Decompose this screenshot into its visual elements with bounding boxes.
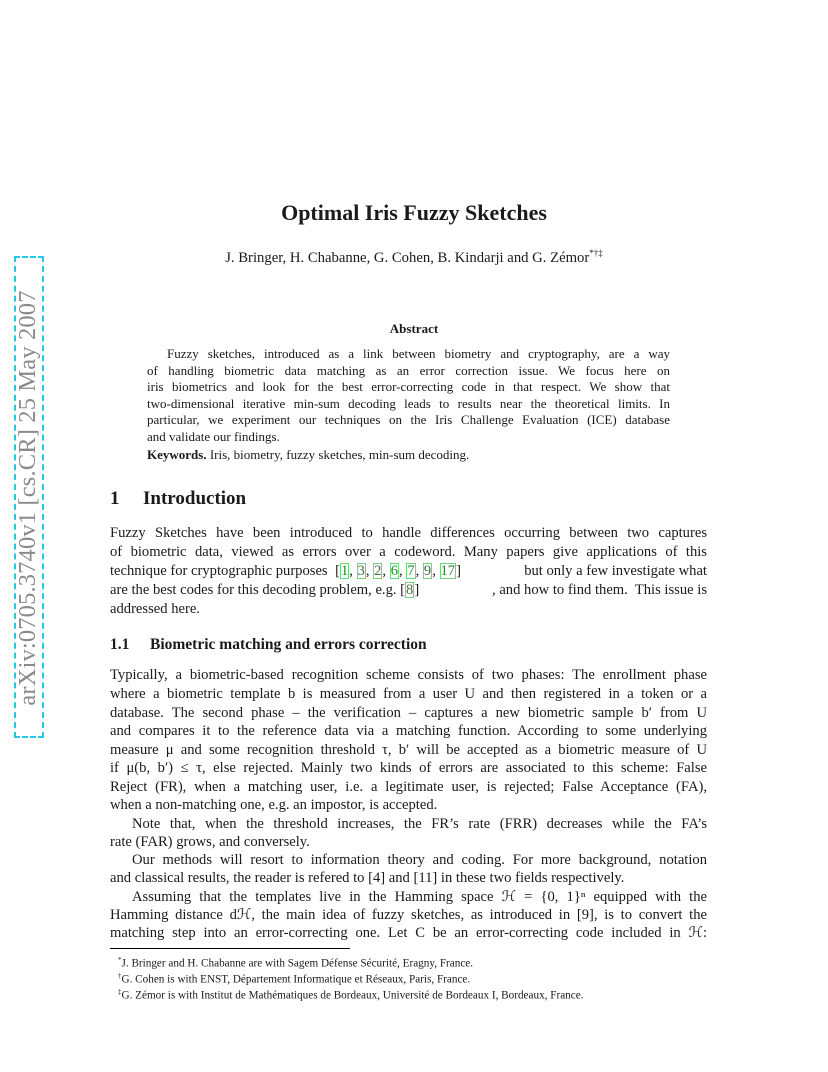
footnote-mark: * <box>118 956 122 964</box>
citation-group: [1, 3, 2, 6, 7, 9, 17] <box>335 563 461 579</box>
body-line: Typically, a biometric-based recognition scheme consists of two phases: The enrollment phase <box>110 667 707 683</box>
abstract-heading: Abstract <box>389 321 439 336</box>
body-line: when a non-matching one, e.g. an impostor, is accepted. <box>110 797 438 813</box>
body-line: matching step into an error-correcting one. Let C be an error-correcting code included in ℋ: <box>110 925 707 941</box>
body-line: and compares it to the reference data via a matching function. According to some underlying <box>110 723 707 739</box>
authors-names: J. Bringer, H. Chabanne, G. Cohen, B. Kindarji and G. Zémor <box>225 249 590 266</box>
paper-title: Optimal Iris Fuzzy Sketches <box>281 200 547 225</box>
keywords-label: Keywords. <box>147 447 207 462</box>
footnote-mark: ‡ <box>118 988 122 996</box>
body-line: measure μ and some recognition threshold τ, b′ will be accepted as a biometric measure of U <box>110 742 707 758</box>
footnote-rule <box>110 948 350 949</box>
body-line: and classical results, the reader is refered to [4] and [11] in these two fields respectively. <box>110 870 625 886</box>
keywords-line <box>147 446 670 463</box>
text-run: but only a few investigate what <box>520 563 707 579</box>
abstract-line: of handling biometric data matching as an error correction issue. We focus here on <box>147 363 670 378</box>
subsection-heading <box>110 636 427 654</box>
author-list <box>0 248 828 267</box>
citation-link[interactable]: 2 <box>374 563 382 579</box>
section-heading <box>110 488 246 510</box>
subsection-number: 1.1 <box>110 636 130 653</box>
body-line: Our methods will resort to information theory and coding. For more background, notation <box>132 852 707 868</box>
citation-link[interactable]: 3 <box>357 563 365 579</box>
text-run: technique for cryptographic purposes <box>110 563 332 579</box>
citation-link[interactable]: 7 <box>407 563 415 579</box>
footnote-text: J. Bringer and H. Chabanne are with Sagem Défense Sécurité, Eragny, France. <box>121 957 474 970</box>
footnote-text: G. Cohen is with ENST, Département Informatique et Réseaux, Paris, France. <box>121 973 471 986</box>
body-line: Hamming distance dℋ, the main idea of fuzzy sketches, as introduced in [9], is to convert the <box>110 907 707 923</box>
citation-link[interactable]: 17 <box>440 563 456 579</box>
body-line: addressed here. <box>110 601 200 617</box>
abstract-line: two-dimensional iterative min-sum decoding leads to results near the theoretical limits. In <box>147 396 670 411</box>
body-line: database. The second phase – the verification – captures a new biometric sample b′ from U <box>110 705 707 721</box>
subsection-title: Biometric matching and errors correction <box>150 636 427 653</box>
section-title: Introduction <box>143 488 247 509</box>
section-number: 1 <box>110 488 120 509</box>
body-line: where a biometric template b is measured from a user U and then registered in a token or a <box>110 686 707 702</box>
author-footnote-marks: *†‡ <box>589 248 603 258</box>
body-line: are the best codes for this decoding problem, e.g. [8] , and how to find them. This issue is <box>110 582 707 598</box>
body-line: Note that, when the threshold increases, the FR’s rate (FRR) decreases while the FA’s <box>132 816 707 832</box>
abstract-line: and validate our findings. <box>147 429 280 444</box>
citation-link[interactable]: 9 <box>423 563 432 579</box>
keywords-text: Iris, biometry, fuzzy sketches, min-sum decoding. <box>209 447 470 462</box>
footnote <box>118 952 473 968</box>
citation-link[interactable]: 1 <box>340 563 349 579</box>
body-line: rate (FAR) grows, and conversely. <box>110 834 310 850</box>
body-line: Reject (FR), when a matching user, i.e. a legitimate user, is rejected; False Acceptance (FA), <box>110 779 707 795</box>
citation-link[interactable]: 8 <box>406 582 414 598</box>
footnote <box>118 984 584 1000</box>
body-line: Assuming that the templates live in the Hamming space ℋ = {0, 1}ⁿ equipped with the <box>132 889 707 905</box>
abstract-line: particular, we experiment our techniques on the Iris Challenge Evaluation (ICE) database <box>147 412 670 427</box>
text-run: are the best codes for this decoding problem, e.g. <box>110 582 401 598</box>
body-line: Fuzzy Sketches have been introduced to handle differences occurring between two captures <box>110 525 707 541</box>
text-run: , and how to find them. This issue is <box>492 582 707 598</box>
abstract-line: iris biometrics and look for the best error-correcting code in that respect. We show that <box>147 379 670 394</box>
footnote <box>118 968 470 984</box>
footnote-mark: † <box>118 972 122 980</box>
citation-link[interactable]: 6 <box>390 563 399 579</box>
footnote-text: G. Zémor is with Institut de Mathématiques de Bordeaux, Université de Bordeaux I, Bordeaux, France. <box>121 989 584 1002</box>
body-line <box>110 562 707 581</box>
body-line: if μ(b, b′) ≤ τ, else rejected. Mainly two kinds of errors are associated to this scheme: False <box>110 760 707 776</box>
body-line: of biometric data, viewed as errors over a codeword. Many papers give applications of this <box>110 544 707 560</box>
arxiv-stamp: arXiv:0705.3740v1 [cs.CR] 25 May 2007 <box>14 290 41 706</box>
abstract-line: Fuzzy sketches, introduced as a link between biometry and cryptography, are a way <box>167 346 670 361</box>
